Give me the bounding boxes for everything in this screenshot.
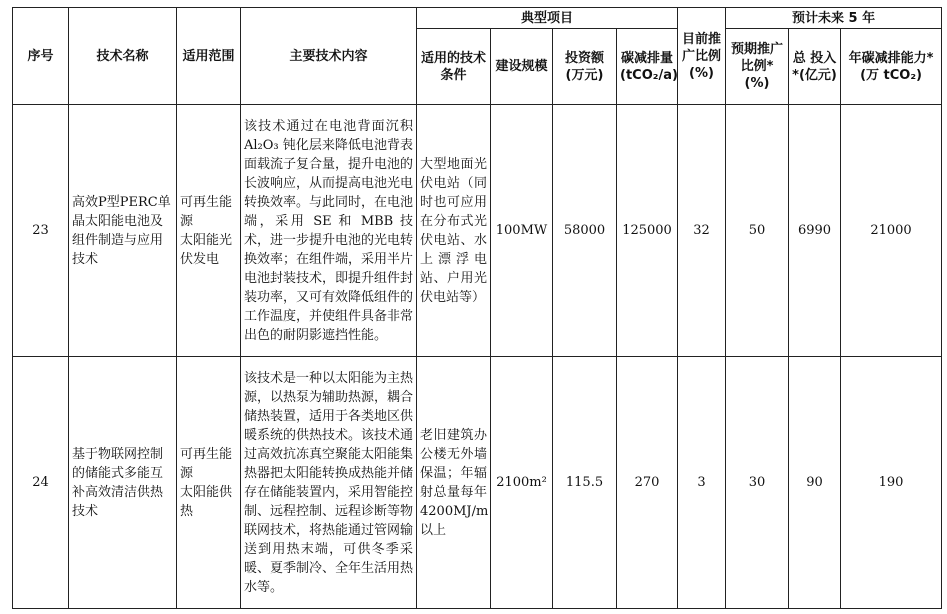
header-expected-ratio: 预期推广比例*(%) bbox=[726, 29, 789, 105]
cell-current-ratio: 32 bbox=[678, 105, 726, 357]
cell-seq: 24 bbox=[13, 357, 69, 609]
header-scale: 建设规模 bbox=[491, 29, 553, 105]
technology-table bbox=[12, 7, 942, 609]
cell-total-invest: 6990 bbox=[789, 105, 841, 357]
cell-annual-capacity: 21000 bbox=[841, 105, 942, 357]
cell-expected-ratio: 50 bbox=[726, 105, 789, 357]
cell-scope bbox=[177, 357, 241, 609]
cell-name: 基于物联网控制的储能式多能互补高效清洁供热技术 bbox=[69, 357, 177, 609]
table-row bbox=[13, 357, 942, 609]
header-total-invest: 总 投入*(亿元) bbox=[789, 29, 841, 105]
cell-scope-line2: 太阳能光伏发电 bbox=[180, 232, 233, 267]
cell-annual-capacity: 190 bbox=[841, 357, 942, 609]
header-typical-group: 典型项目 bbox=[417, 8, 678, 29]
cell-conditions: 大型地面光伏电站（同时也可应用在分布式光伏电站、水上漂浮电站、户用光伏电站等） bbox=[417, 105, 491, 357]
header-name: 技术名称 bbox=[69, 8, 177, 105]
cell-seq: 23 bbox=[13, 105, 69, 357]
header-scope: 适用范围 bbox=[177, 8, 241, 105]
cell-scope-line2: 太阳能供热 bbox=[180, 484, 233, 519]
cell-current-ratio: 3 bbox=[678, 357, 726, 609]
cell-content: 该技术通过在电池背面沉积 Al₂O₃ 钝化层来降低电池背表面载流子复合量，提升电池的长波响应，从而提高电池光电转换效率。与此同时，在电池端，采用 SE 和 MBB 技术，进一步提升电池的光电转换效率；在组件端，采用半片电池封装技术，即提升组件封装功率，又可有效降低组件的工作温度，并使组件具备非常出色的耐阴影遮挡性能。 bbox=[241, 105, 417, 357]
header-seq: 序号 bbox=[13, 8, 69, 105]
header-investment: 投资额(万元) bbox=[553, 29, 617, 105]
cell-scope-line1: 可再生能源 bbox=[180, 446, 233, 481]
cell-investment: 115.5 bbox=[553, 357, 617, 609]
header-annual-capacity: 年碳减排能力*(万 tCO₂) bbox=[841, 29, 942, 105]
header-conditions: 适用的技术条件 bbox=[417, 29, 491, 105]
cell-investment: 58000 bbox=[553, 105, 617, 357]
cell-scope-line1: 可再生能源 bbox=[180, 194, 233, 229]
cell-expected-ratio: 30 bbox=[726, 357, 789, 609]
cell-conditions: 老旧建筑办公楼无外墙保温；年辐射总量每年4200MJ/m以上 bbox=[417, 357, 491, 609]
cell-reduction: 125000 bbox=[617, 105, 678, 357]
header-row-1 bbox=[13, 8, 942, 29]
cell-reduction: 270 bbox=[617, 357, 678, 609]
cell-content: 该技术是一种以太阳能为主热源，以热泵为辅助热源，耦合储热装置，适用于各类地区供暖系统的供热技术。该技术通过高效抗冻真空聚能太阳能集热器把太阳能转换成热能并储存在储能装置内，采用智能控制、远程控制、远程诊断等物联网技术，将热能通过管网输送到用热末端，可供冬季采暖、夏季制冷、全年生活用热水等。 bbox=[241, 357, 417, 609]
cell-scale: 100MW bbox=[491, 105, 553, 357]
cell-scope bbox=[177, 105, 241, 357]
cell-total-invest: 90 bbox=[789, 357, 841, 609]
header-future-group: 预计未来 5 年 bbox=[726, 8, 942, 29]
header-content: 主要技术内容 bbox=[241, 8, 417, 105]
header-reduction: 碳减排量(tCO₂/a) bbox=[617, 29, 678, 105]
table-row bbox=[13, 105, 942, 357]
header-current-ratio: 目前推广比例(%) bbox=[678, 8, 726, 105]
cell-scale: 2100m² bbox=[491, 357, 553, 609]
cell-name: 高效P型PERC单晶太阳能电池及组件制造与应用技术 bbox=[69, 105, 177, 357]
